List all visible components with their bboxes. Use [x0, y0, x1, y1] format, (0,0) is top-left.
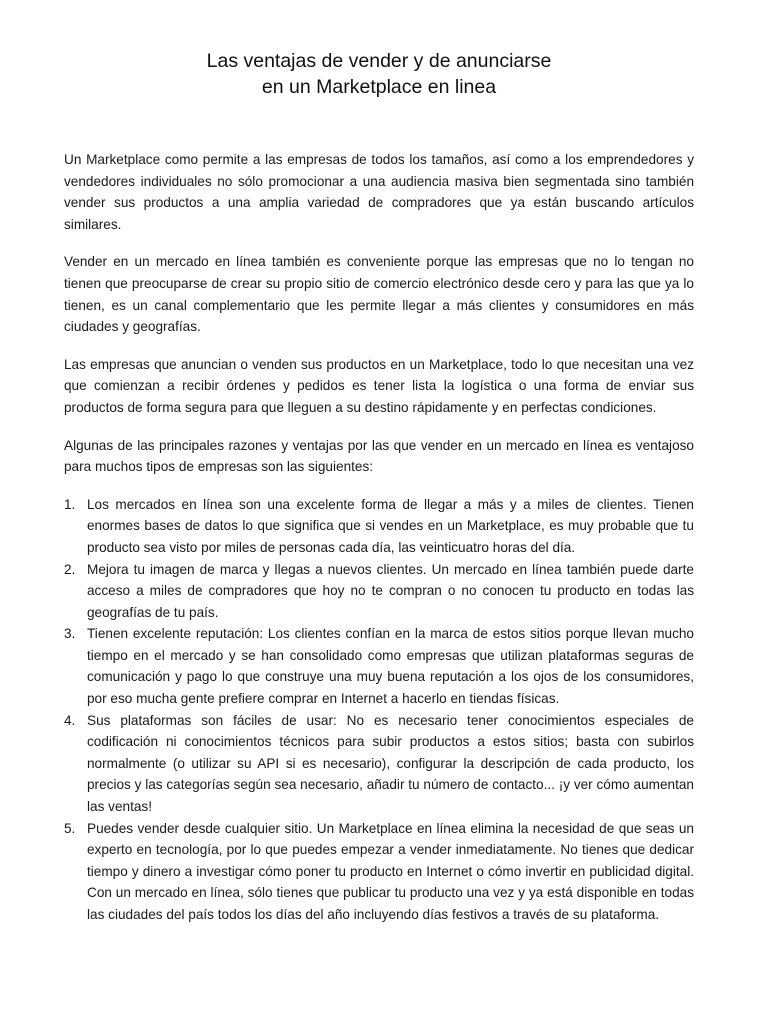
advantages-list — [64, 494, 694, 926]
list-item-text: Tienen excelente reputación: Los clientes confían en la marca de estos sitios porque llevan mucho tiempo en el mercado y se han consolidado como empresas que utilizan plataformas seguras de comunicación y pago lo que construye una muy buena reputación a los ojos de los consumidores, por eso mucha gente prefiere comprar en Internet a hacerlo en tiendas físicas. — [87, 626, 694, 707]
paragraph-logistics: Las empresas que anuncian o venden sus productos en un Marketplace, todo lo que necesitan una vez que comienzan a recibir órdenes y pedidos es tener lista la logística o una forma de enviar sus productos de forma segura para que lleguen a su destino rápidamente y en perfectas condiciones. — [64, 356, 694, 415]
list-item — [64, 818, 694, 926]
list-item — [64, 623, 694, 709]
list-item-text: Mejora tu imagen de marca y llegas a nuevos clientes. Un mercado en línea también puede darte acceso a miles de compradores que hoy no te compran o no conocen tu producto en todas las geografías de tu país. — [87, 561, 694, 620]
list-item-text: Sus plataformas son fáciles de usar: No es necesario tener conocimientos especiales de codificación ni conocimientos técnicos para subir productos a estos sitios; basta con subirlos normalmente (o utilizar su API si es necesario), configurar la descripción de cada producto, los precios y las categorías según sea necesario, añadir tu número de contacto... ¡y ver cómo aumentan las ventas! — [87, 712, 694, 815]
paragraph-convenience: Vender en un mercado en línea también es conveniente porque las empresas que no lo tengan no tienen que preocuparse de crear su propio sitio de comercio electrónico desde cero y para las que ya lo tienen, es un canal complementario que les permite llegar a más clientes y consumidores en más ciudades y geografías. — [64, 254, 694, 335]
paragraph-intro: Un Marketplace como permite a las empresas de todos los tamaños, así como a los emprendedores y vendedores individuales no sólo promocionar a una audiencia masiva bien segmentada sino también vender sus productos a una amplia variedad de compradores que ya están buscando artículos similares. — [64, 152, 694, 232]
list-item-number: 2. — [64, 561, 76, 577]
list-item-number: 3. — [64, 626, 76, 642]
list-item — [64, 494, 694, 559]
list-item-text: Puedes vender desde cualquier sitio. Un Marketplace en línea elimina la necesidad de que seas un experto en tecnología, por lo que puedes empezar a vender inmediatamente. No tienes que dedicar tiempo y dinero a investigar cómo poner tu producto en Internet o cómo invertir en publicidad digital. Con un mercado en línea, sólo tienes que publicar tu producto una vez y ya está disponible en todas las ciudades del país todos los días del año incluyendo días festivos a través de su plataforma. — [87, 820, 694, 922]
list-item-number: 5. — [64, 820, 76, 836]
list-item-text: Los mercados en línea son una excelente forma de llegar a más y a miles de clientes. Tienen enormes bases de datos lo que significa que si vendes en un Marketplace, es muy probable que tu producto sea visto por miles de personas cada día, las veinticuatro horas del día. — [87, 496, 694, 555]
list-item-number: 1. — [64, 496, 76, 512]
paragraph-reasons-intro: Algunas de las principales razones y ventajas por las que vender en un mercado en línea es ventajoso para muchos tipos de empresas son las siguientes: — [64, 437, 694, 475]
title-line-1: Las ventajas de vender y de anunciarse — [206, 50, 552, 72]
title-line-2: en un Marketplace en linea — [261, 76, 497, 98]
document-title — [64, 48, 694, 100]
list-item-number: 4. — [64, 712, 76, 728]
list-item — [64, 710, 694, 818]
list-item — [64, 559, 694, 624]
